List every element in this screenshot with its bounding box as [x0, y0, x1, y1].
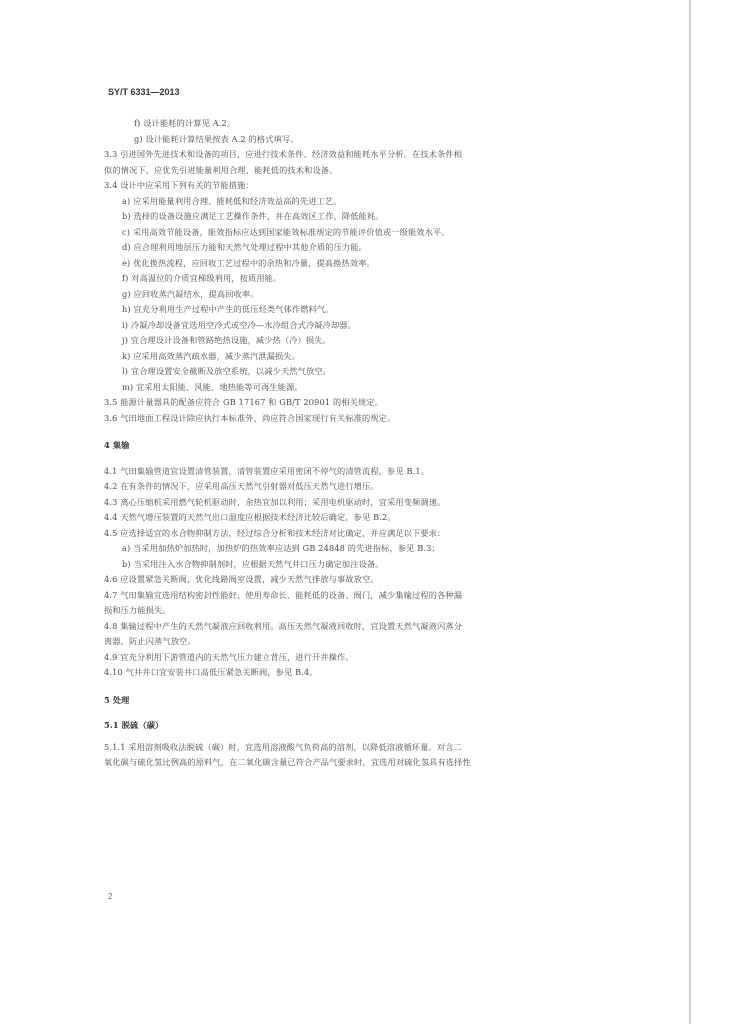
- scan-edge: [689, 0, 691, 1024]
- clause-4-2: 4.2 在有条件的情况下，应采用高压天然气引射器对低压天然气进行增压。: [104, 481, 379, 491]
- subsection-5-1-title: 5.1 脱硫（碳）: [104, 720, 164, 730]
- clause-3-4: 3.4 设计中应采用下列有关的节能措施：: [104, 180, 254, 190]
- text-line: f) 设计能耗的计算见 A.2。: [134, 118, 236, 128]
- clause-3-5: 3.5 能源计量器具的配备应符合 GB 17167 和 GB/T 20901 的相关规定。: [104, 397, 383, 407]
- text-line: g) 设计能耗计算结果按表 A.2 的格式填写。: [134, 133, 299, 144]
- clause-4-5: 4.5 应选择适宜的水合物抑制方法，经过综合分析和技术经济对比确定，并应满足以下要求：: [104, 527, 446, 538]
- clause-4-10: 4.10 气井井口宜安装井口高低压紧急关断阀，参见 B.4。: [104, 667, 318, 677]
- section-5-title: 5 处理: [104, 694, 130, 705]
- section-4-title: 4 集输: [104, 440, 130, 450]
- text-line: 离器，防止闪蒸气放空。: [104, 636, 196, 646]
- clause-4-7: 4.7 气田集输宜选用结构密封性能好、使用寿命长、能耗低的设备、阀门，减少集输过程的各种漏: [104, 589, 463, 600]
- clause-3-6: 3.6 气田地面工程设计除应执行本标准外，尚应符合国家现行有关标准的规定。: [104, 412, 396, 423]
- clause-4-1: 4.1 气田集输管道宜设置清管装置，清管装置应采用密闭不停气的清管流程，参见 B.1。: [104, 465, 430, 476]
- clause-4-9: 4.9 宜充分利用下游管道内的天然气压力建立背压，进行开井操作。: [104, 651, 354, 662]
- clause-4-3: 4.3 离心压缩机采用燃气轮机驱动时，余热宜加以利用；采用电机驱动时，宜采用变频调速。: [104, 496, 446, 507]
- clause-3-3: 3.3 引进国外先进技术和设备的项目，应进行技术条件、经济效益和能耗水平分析。在技术条件相: [104, 149, 463, 159]
- list-item: d) 应合理利用地层压力能和天然气处理过程中其他介质的压力能。: [122, 242, 367, 252]
- list-item: b) 选择的设备设施应满足工艺操作条件，并在高效区工作，降低能耗。: [122, 211, 384, 221]
- list-item: b) 当采用注入水合物抑制剂时，应根据天然气井口压力确定加注设备。: [122, 558, 384, 569]
- list-item: a) 当采用加热炉加热时，加热炉的热效率应达到 GB 24848 的先进指标，参见 B.3；: [122, 543, 440, 553]
- clause-4-6: 4.6 应设置紧急关断阀，优化线路阀室设置，减少天然气排放与事故放空。: [104, 574, 379, 584]
- text-line: 损和压力能损失。: [104, 605, 171, 615]
- standard-code-header: SY/T 6331—2013: [108, 87, 180, 97]
- page-number: 2: [108, 892, 113, 901]
- list-item: c) 采用高效节能设备，能效指标应达到国家能效标准规定的节能评价值或一级能效水平。: [122, 226, 450, 237]
- list-item: j) 宜合理设计设备和管路绝热设施，减少热（冷）损失。: [122, 335, 331, 345]
- text-line: 氧化碳与硫化氢比例高的原料气，在二氧化碳含量已符合产品气要求时，宜选用对硫化氢具有选择性: [104, 757, 471, 767]
- list-item: e) 优化换热流程，应回收工艺过程中的余热和冷量，提高换热效率。: [122, 257, 375, 268]
- clause-4-4: 4.4 天然气增压装置的天然气出口温度应根据技术经济比较后确定，参见 B.2。: [104, 512, 396, 522]
- list-item: h) 宜充分利用生产过程中产生的低压烃类气体作燃料气。: [122, 304, 334, 314]
- list-item: f) 对高温位的介质宜梯级利用，按质用能。: [122, 273, 282, 283]
- clause-4-8: 4.8 集输过程中产生的天然气凝液应回收利用。高压天然气凝液回收时，宜设置天然气凝液闪蒸分: [104, 620, 463, 631]
- clause-5-1-1: 5.1.1 采用溶剂吸收法脱硫（碳）时，宜选用溶液酸气负荷高的溶剂，以降低溶液循环量。对含二: [104, 741, 462, 752]
- list-item: i) 冷凝冷却设备宜选用空冷式或空冷—水冷组合式冷凝冷却器。: [122, 319, 356, 330]
- list-item: k) 应采用高效蒸汽疏水器，减少蒸汽泄漏损失。: [122, 350, 300, 361]
- text-line: 似的情况下，应优先引进能量利用合理、能耗低的技术和设备。: [104, 164, 338, 175]
- list-item: g) 应回收蒸汽凝结水，提高回收率。: [122, 288, 259, 299]
- list-item: m) 宜采用太阳能、风能、地热能等可再生能源。: [122, 381, 303, 392]
- page-content: [104, 116, 634, 771]
- list-item: a) 应采用能量利用合理、能耗低和经济效益高的先进工艺。: [122, 195, 342, 206]
- list-item: l) 宜合理设置安全截断及放空系统，以减少天然气放空。: [122, 366, 331, 376]
